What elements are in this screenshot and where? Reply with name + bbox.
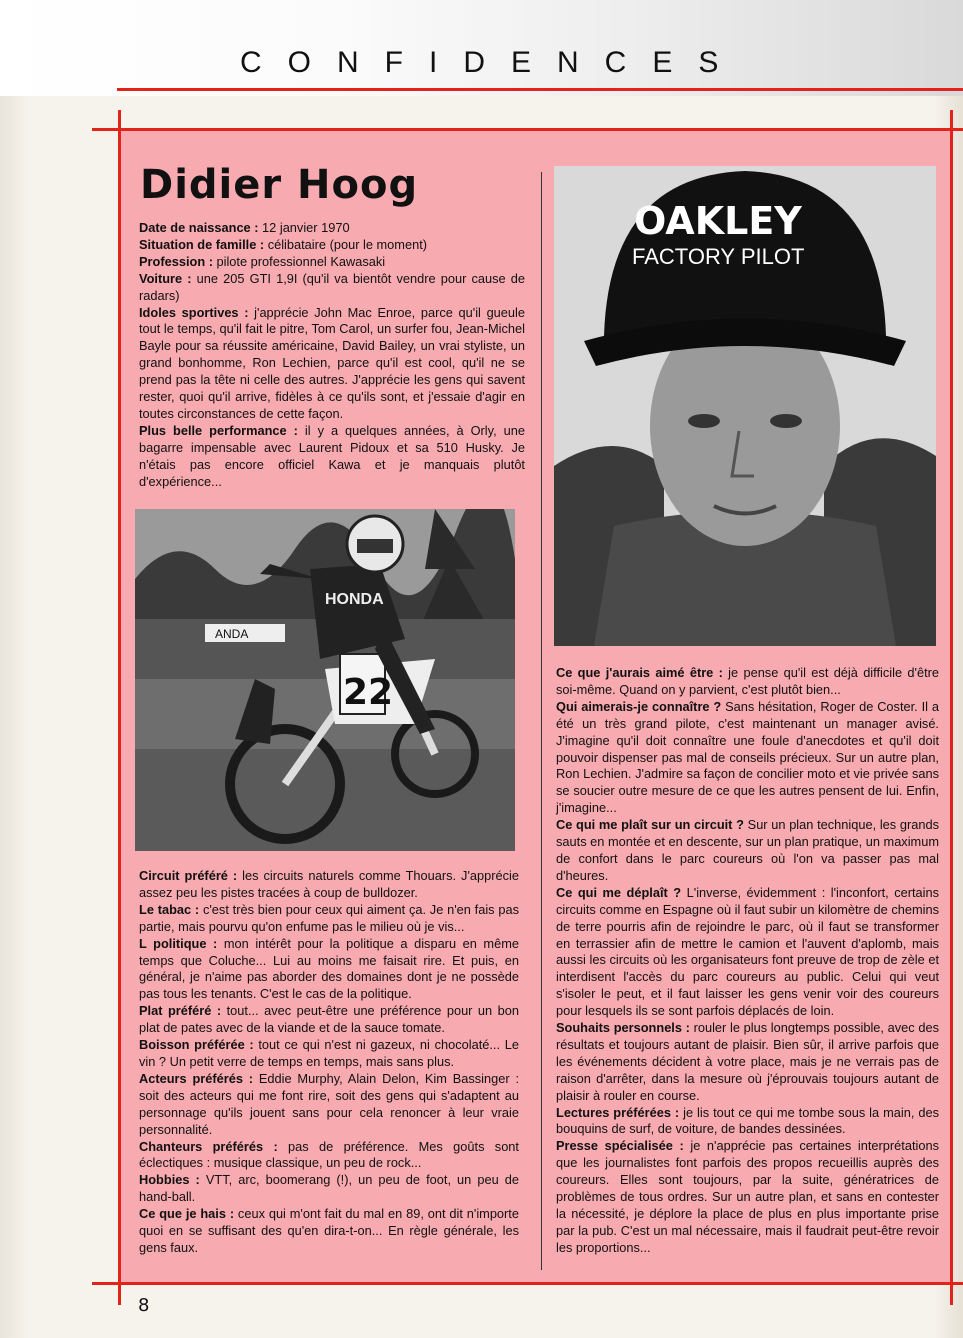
qa-label: Plat préféré : <box>139 1003 222 1019</box>
page-number: 8 <box>138 1295 150 1316</box>
qa-label: Ce qui me plaît sur un circuit ? <box>556 817 744 833</box>
qa-text: L'inverse, évidemment : l'inconfort, certains circuits comme en Espagne où il faut subir un kilomètre de chemins de terre pourris afin de rejoindre le parc, où il faut se transformer en terrassier afin de mettre le camion et l'auvent d'aplomb, mais aussi les circuits où les organisateurs font preuve de trop de zèle et interdisent l'accès du parc coureurs au public. Celui qui veut s'isoler le peut, et il faut laisser les gens venir voir des coureurs pour lesquels ils se sont parfois déplacés de loin. <box>556 884 939 1019</box>
qa-entry <box>556 885 939 1020</box>
qa-text: pilote professionnel Kawasaki <box>212 253 386 269</box>
qa-entry <box>556 699 939 817</box>
qa-entry <box>139 423 525 491</box>
qa-entry <box>139 237 525 254</box>
header-rule <box>117 88 963 91</box>
column-divider <box>541 172 542 1270</box>
qa-text: tout ce qui n'est ni gazeux, ni chocolaté... Le vin ? Un petit verre de temps en temps, mais sans plus. <box>139 1037 519 1069</box>
qa-label: Presse spécialisée : <box>556 1138 684 1154</box>
qa-label: L politique : <box>139 935 218 951</box>
qa-text: Sur un plan technique, les grands sauts en montée et en descente, sur un plan pratique, un maximum de confort dans le parc coureurs où l'on va passer pas mal d'heures. <box>556 817 939 883</box>
cap-brand: OAKLEY <box>634 199 802 243</box>
qa-entry <box>139 254 525 271</box>
qa-entry <box>556 1020 939 1105</box>
qa-text: il y a quelques années, à Orly, une bagarre impensable avec Laurent Pidoux et sa 510 Husky. Je n'étais pas encore officiel Kawa et je manquais plutôt d'expérience... <box>139 422 525 489</box>
qa-label: Souhaits personnels : <box>556 1020 690 1036</box>
qa-entry <box>139 1172 519 1206</box>
qa-entry <box>139 902 519 936</box>
qa-label: Ce que j'aurais aimé être : <box>556 665 723 680</box>
qa-text: je lis tout ce qui me tombe sous la main, des bouquins de surf, de voiture, de bandes dessinées. <box>556 1104 939 1137</box>
qa-label: Chanteurs préférés : <box>139 1138 278 1154</box>
qa-text: mon intérêt pour la politique a disparu en même temps que Coluche... Lui au moins me faisait rire. Et puis, en général, je n'aime pas aborder des domaines dont je ne possède pas tous les tenants. C'est le cas de la politique. <box>139 935 519 1002</box>
frame-line-left <box>118 110 121 1305</box>
frame-line-bottom <box>92 1282 963 1285</box>
qa-text: célibataire (pour le moment) <box>264 236 428 252</box>
jersey-text: HONDA <box>325 591 384 608</box>
qa-entry <box>139 1003 519 1037</box>
qa-entry <box>139 271 525 305</box>
qa-text: je n'apprécie pas certaines interprétations que les journalistes font parfois des propos recueillis auprès des coureurs. Elles sont toujours, par la suite, génératrices de problèmes de tous ordres. Sur un autre plan, et sans en contester la nécessité, je déplore la place de plus en plus importante prise par la pub. C'est un mal nécessaire, mais il faudrait peut-être revoir les proportions... <box>556 1138 939 1255</box>
section-title: CONFIDENCES <box>240 46 745 79</box>
qa-label: Ce que je hais : <box>139 1206 235 1222</box>
qa-entry <box>139 1037 519 1071</box>
qa-label: Hobbies : <box>139 1172 200 1188</box>
qa-entry <box>139 936 519 1004</box>
right-column-text <box>556 665 939 1257</box>
banner-text: ANDA <box>215 627 249 641</box>
interviewee-name: Didier Hoog <box>140 162 419 208</box>
qa-text: rouler le plus longtemps possible, avec des résultats et toujours autant de plaisir. Bien sûr, il arrive parfois que les événements décident à votre place, mais je ne verrais pas de raison d'arrêter, dans la mesure où j'éprouvais toujours autant de plaisir à rouler en course. <box>556 1020 939 1103</box>
qa-entry <box>139 1206 519 1257</box>
qa-label: Le tabac : <box>139 901 200 917</box>
qa-entry <box>556 1105 939 1139</box>
motocross-photo <box>135 509 515 851</box>
qa-label: Ce qui me déplaît ? <box>556 884 682 900</box>
qa-entry <box>139 305 525 423</box>
qa-text: 12 janvier 1970 <box>258 220 350 235</box>
qa-label: Acteurs préférés : <box>139 1070 254 1086</box>
qa-label: Qui aimerais-je connaître ? <box>556 698 722 714</box>
qa-text: Eddie Murphy, Alain Delon, Kim Bassinger : soit des acteurs qui me font rire, soit des gens qui s'adaptent au personnage qu'ils jouent sans pour cela renoncer à leur vraie personnalité. <box>139 1070 520 1137</box>
qa-label: Circuit préféré : <box>139 868 238 883</box>
qa-entry <box>556 817 939 885</box>
plate-number: 22 <box>343 672 394 713</box>
qa-entry <box>139 220 525 237</box>
qa-text: les circuits naturels comme Thouars. J'apprécie assez peu les pistes tracées à coup de bulldozer. <box>139 868 519 900</box>
left-column-bottom-text <box>139 868 519 1257</box>
frame-line-right <box>950 110 953 1305</box>
cap-line: FACTORY PILOT <box>632 244 805 269</box>
qa-label: Boisson préférée : <box>139 1037 254 1053</box>
qa-label: Idoles sportives : <box>139 304 249 320</box>
qa-entry <box>556 1138 939 1256</box>
qa-label: Profession : <box>139 253 213 269</box>
qa-label: Voiture : <box>139 270 192 286</box>
frame-line-top <box>92 128 963 131</box>
qa-label: Plus belle performance : <box>139 422 298 438</box>
qa-text: ceux qui m'ont fait du mal en 89, ont dit n'importe quoi en se suffisant des qu'en dira-t-on... En règle générale, les gens faux. <box>139 1206 519 1255</box>
qa-text: VTT, arc, boomerang (!), un peu de foot, un peu de hand-ball. <box>139 1172 519 1205</box>
qa-text: j'apprécie John Mac Enroe, parce qu'il gueule tout le temps, qu'il fait le pitre, Tom Carol, un surfer fou, Jean-Michel Bayle pour sa réussite américaine, David Bailey, un vrai styliste, un grand bonhomme, Ron Lechien, parce qu'il est cool, qu'il ne se prend pas la tête ni celle des autres. J'apprécie les gens qui savent rester, quoi qu'il arrive, fidèles à ce qu'ils sont, et j'essaie d'agir en toutes circonstances de cette façon. <box>139 304 525 421</box>
qa-text: c'est très bien pour ceux qui aiment ça. Je n'en fais pas partie, mais pourvu qu'on enfume pas le milieu où je vis... <box>139 901 519 934</box>
qa-entry <box>139 868 519 902</box>
qa-text: une 205 GTI 1,9I (qu'il va bientôt vendre pour cause de radars) <box>139 270 526 303</box>
qa-text: pas de préférence. Mes goûts sont éclectiques : musique classique, un peu de rock... <box>139 1138 519 1171</box>
left-column-top-text <box>139 220 525 491</box>
qa-text: Sans hésitation, Roger de Coster. Il a été un très grand pilote, c'est maintenant un manager avisé. J'imagine qu'il doit connaître une foule d'anecdotes et qu'il doit pouvoir dispenser pas mal de conseils précieux. Sur un autre plan, Ron Lechien. J'admire sa façon de concilier moto et vie privée sans se soucier outre mesure de ce que les autres pensent de lui. Enfin, j'imagine... <box>556 698 939 816</box>
qa-entry <box>139 1139 519 1173</box>
portrait-photo <box>554 166 936 646</box>
qa-text: tout... avec peut-être une préférence pour un bon plat de pates avec de la viande et de la sauce tomate. <box>139 1003 520 1036</box>
qa-label: Lectures préférées : <box>556 1104 680 1120</box>
qa-text: je pense qu'il est déjà difficile d'être soi-même. Quand on y parvient, c'est plutôt bien... <box>556 665 939 697</box>
qa-label: Situation de famille : <box>139 236 265 252</box>
qa-entry <box>556 665 939 699</box>
qa-entry <box>139 1071 519 1139</box>
qa-label: Date de naissance : <box>139 220 259 235</box>
